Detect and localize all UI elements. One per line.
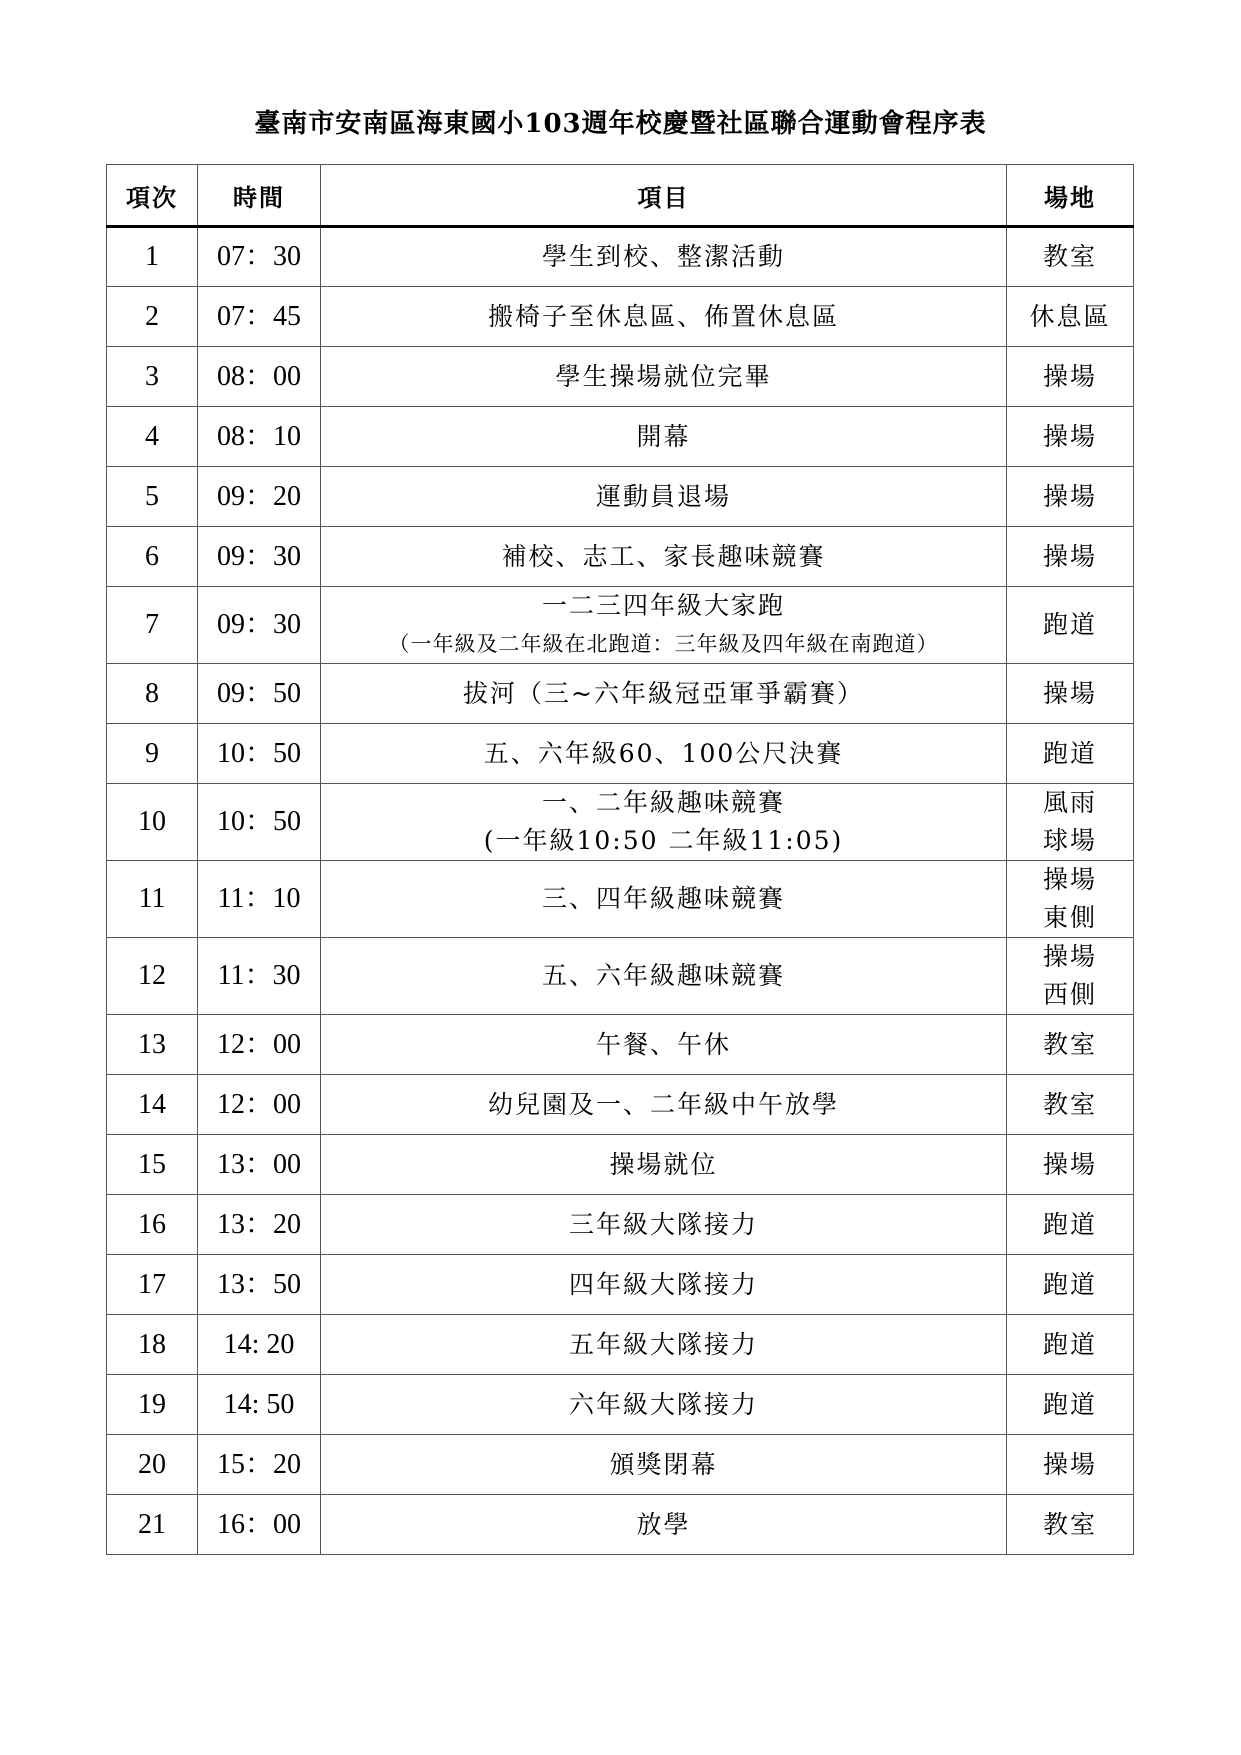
- cell-item: [321, 1255, 1007, 1315]
- cell-time: 07：45: [198, 287, 321, 347]
- table-row: [107, 1255, 1134, 1315]
- cell-no: 2: [107, 287, 198, 347]
- item-line: 補校、志工、家長趣味競賽: [501, 541, 826, 571]
- cell-no: 18: [107, 1315, 198, 1375]
- item-line: 五年級大隊接力: [568, 1329, 758, 1359]
- table-row: [107, 467, 1134, 527]
- cell-venue: [1007, 1315, 1134, 1375]
- item-line: 頒獎閉幕: [609, 1449, 718, 1479]
- cell-item: [321, 861, 1007, 938]
- cell-item: [321, 1195, 1007, 1255]
- cell-no: 6: [107, 527, 198, 587]
- table-row: [107, 227, 1134, 287]
- venue-line: 操場: [1042, 481, 1097, 511]
- item-line: (一年級10:50 二年級11:05): [483, 826, 844, 855]
- table-row: [107, 861, 1134, 938]
- cell-venue: [1007, 1075, 1134, 1135]
- venue-line: 操場: [1042, 361, 1097, 391]
- venue-line: 教室: [1042, 242, 1097, 271]
- table-row: [107, 1075, 1134, 1135]
- table-row: [107, 1015, 1134, 1075]
- cell-item: [321, 1375, 1007, 1435]
- header-no: 項次: [107, 165, 198, 227]
- item-line: 放學: [636, 1509, 691, 1539]
- cell-time: 14: 20: [198, 1315, 321, 1375]
- item-line: 六年級大隊接力: [568, 1389, 758, 1419]
- cell-time: 13：00: [198, 1135, 321, 1195]
- cell-time: 16：00: [198, 1495, 321, 1555]
- cell-no: 17: [107, 1255, 198, 1315]
- page-title: 臺南市安南區海東國小103週年校慶暨社區聯合運動會程序表: [254, 109, 987, 139]
- cell-no: 9: [107, 724, 198, 784]
- table-row: [107, 1435, 1134, 1495]
- cell-time: 12：00: [198, 1075, 321, 1135]
- table-row: [107, 1135, 1134, 1195]
- cell-time: 08：10: [198, 407, 321, 467]
- cell-venue: [1007, 664, 1134, 724]
- item-line: 四年級大隊接力: [568, 1269, 758, 1299]
- cell-time: 13：50: [198, 1255, 321, 1315]
- cell-venue: [1007, 1375, 1134, 1435]
- venue-line: 跑道: [1042, 610, 1097, 639]
- item-line: 搬椅子至休息區、佈置休息區: [487, 301, 839, 331]
- cell-item: [321, 1495, 1007, 1555]
- cell-no: 11: [107, 861, 198, 938]
- cell-item: [321, 1015, 1007, 1075]
- cell-item: [321, 1135, 1007, 1195]
- cell-item: [321, 724, 1007, 784]
- cell-item: [321, 784, 1007, 861]
- cell-venue: [1007, 287, 1134, 347]
- cell-time: 10：50: [198, 724, 321, 784]
- cell-venue: [1007, 527, 1134, 587]
- cell-time: 15：20: [198, 1435, 321, 1495]
- item-line: 五、六年級60、100公尺決賽: [483, 738, 844, 768]
- cell-time: 10：50: [198, 784, 321, 861]
- cell-item: [321, 1435, 1007, 1495]
- venue-line: 跑道: [1042, 1209, 1097, 1239]
- cell-venue: [1007, 407, 1134, 467]
- cell-venue: [1007, 467, 1134, 527]
- cell-time: 14: 50: [198, 1375, 321, 1435]
- item-line: 三、四年級趣味競賽: [541, 884, 785, 913]
- table-row: [107, 1315, 1134, 1375]
- item-line: 一二三四年級大家跑: [541, 591, 785, 620]
- cell-time: 09：50: [198, 664, 321, 724]
- cell-no: 5: [107, 467, 198, 527]
- cell-item: [321, 407, 1007, 467]
- venue-line: 操場: [1042, 421, 1097, 451]
- cell-no: 13: [107, 1015, 198, 1075]
- cell-no: 19: [107, 1375, 198, 1435]
- cell-time: 13：20: [198, 1195, 321, 1255]
- header-time: 時間: [198, 165, 321, 227]
- cell-item: [321, 467, 1007, 527]
- cell-no: 3: [107, 347, 198, 407]
- item-line: 操場就位: [609, 1149, 718, 1179]
- venue-line: 教室: [1042, 1509, 1097, 1539]
- cell-item: [321, 1075, 1007, 1135]
- cell-item: [321, 938, 1007, 1015]
- table-row: [107, 527, 1134, 587]
- table-row: [107, 407, 1134, 467]
- header-row: [107, 165, 1134, 227]
- table-row: [107, 347, 1134, 407]
- venue-line: 球場: [1042, 826, 1097, 855]
- cell-venue: [1007, 1495, 1134, 1555]
- table-row: [107, 1375, 1134, 1435]
- venue-line: 休息區: [1029, 301, 1111, 331]
- cell-no: 12: [107, 938, 198, 1015]
- cell-venue: [1007, 784, 1134, 861]
- cell-venue: [1007, 724, 1134, 784]
- item-line: 拔河（三~六年級冠亞軍爭霸賽）: [463, 678, 864, 708]
- item-line: 午餐、午休: [595, 1029, 731, 1059]
- cell-no: 4: [107, 407, 198, 467]
- cell-venue: [1007, 861, 1134, 938]
- cell-time: 07：30: [198, 227, 321, 287]
- cell-venue: [1007, 227, 1134, 287]
- cell-no: 10: [107, 784, 198, 861]
- header-item: 項目: [321, 165, 1007, 227]
- table-row: [107, 587, 1134, 664]
- cell-item: [321, 1315, 1007, 1375]
- cell-no: 1: [107, 227, 198, 287]
- cell-item: [321, 664, 1007, 724]
- item-line: 開幕: [636, 421, 691, 451]
- venue-line: 跑道: [1042, 738, 1097, 768]
- table-row: [107, 784, 1134, 861]
- table-row: [107, 1195, 1134, 1255]
- cell-venue: [1007, 1015, 1134, 1075]
- schedule-body: [107, 227, 1134, 1555]
- venue-line: 操場: [1042, 942, 1097, 971]
- cell-item: [321, 287, 1007, 347]
- venue-line: 教室: [1042, 1029, 1097, 1059]
- cell-venue: [1007, 1255, 1134, 1315]
- cell-no: 7: [107, 587, 198, 664]
- cell-no: 15: [107, 1135, 198, 1195]
- item-line: 學生操場就位完畢: [555, 361, 772, 391]
- cell-no: 14: [107, 1075, 198, 1135]
- item-line: 幼兒園及一、二年級中午放學: [487, 1089, 839, 1119]
- cell-time: 08：00: [198, 347, 321, 407]
- cell-venue: [1007, 1135, 1134, 1195]
- cell-venue: [1007, 1435, 1134, 1495]
- cell-time: 09：30: [198, 527, 321, 587]
- schedule-table: [106, 164, 1134, 1555]
- cell-item: [321, 347, 1007, 407]
- venue-line: 跑道: [1042, 1329, 1097, 1359]
- cell-item: [321, 587, 1007, 664]
- venue-line: 跑道: [1042, 1389, 1097, 1419]
- table-row: [107, 1495, 1134, 1555]
- item-line: 學生到校、整潔活動: [541, 242, 785, 271]
- cell-time: 12：00: [198, 1015, 321, 1075]
- cell-venue: [1007, 938, 1134, 1015]
- item-line: 一、二年級趣味競賽: [541, 788, 785, 817]
- venue-line: 操場: [1042, 865, 1097, 894]
- cell-no: 20: [107, 1435, 198, 1495]
- table-row: [107, 664, 1134, 724]
- cell-time: 09：30: [198, 587, 321, 664]
- cell-item: [321, 527, 1007, 587]
- table-row: [107, 287, 1134, 347]
- cell-time: 11：30: [198, 938, 321, 1015]
- venue-line: 風雨: [1042, 788, 1097, 817]
- table-row: [107, 724, 1134, 784]
- venue-line: 操場: [1042, 678, 1097, 708]
- cell-no: 8: [107, 664, 198, 724]
- cell-venue: [1007, 347, 1134, 407]
- item-line: （一年級及二年級在北跑道：三年級及四年級在南跑道）: [388, 632, 939, 656]
- header-venue: 場地: [1007, 165, 1134, 227]
- cell-time: 11：10: [198, 861, 321, 938]
- item-line: 運動員退場: [595, 481, 731, 511]
- venue-line: 操場: [1042, 541, 1097, 571]
- venue-line: 西側: [1042, 980, 1097, 1009]
- venue-line: 操場: [1042, 1149, 1097, 1179]
- cell-no: 21: [107, 1495, 198, 1555]
- cell-time: 09：20: [198, 467, 321, 527]
- item-line: 五、六年級趣味競賽: [541, 961, 785, 990]
- cell-no: 16: [107, 1195, 198, 1255]
- table-row: [107, 938, 1134, 1015]
- item-line: 三年級大隊接力: [568, 1209, 758, 1239]
- venue-line: 東側: [1042, 903, 1097, 932]
- cell-venue: [1007, 587, 1134, 664]
- venue-line: 操場: [1042, 1449, 1097, 1479]
- cell-venue: [1007, 1195, 1134, 1255]
- cell-item: [321, 227, 1007, 287]
- venue-line: 教室: [1042, 1089, 1097, 1119]
- venue-line: 跑道: [1042, 1269, 1097, 1299]
